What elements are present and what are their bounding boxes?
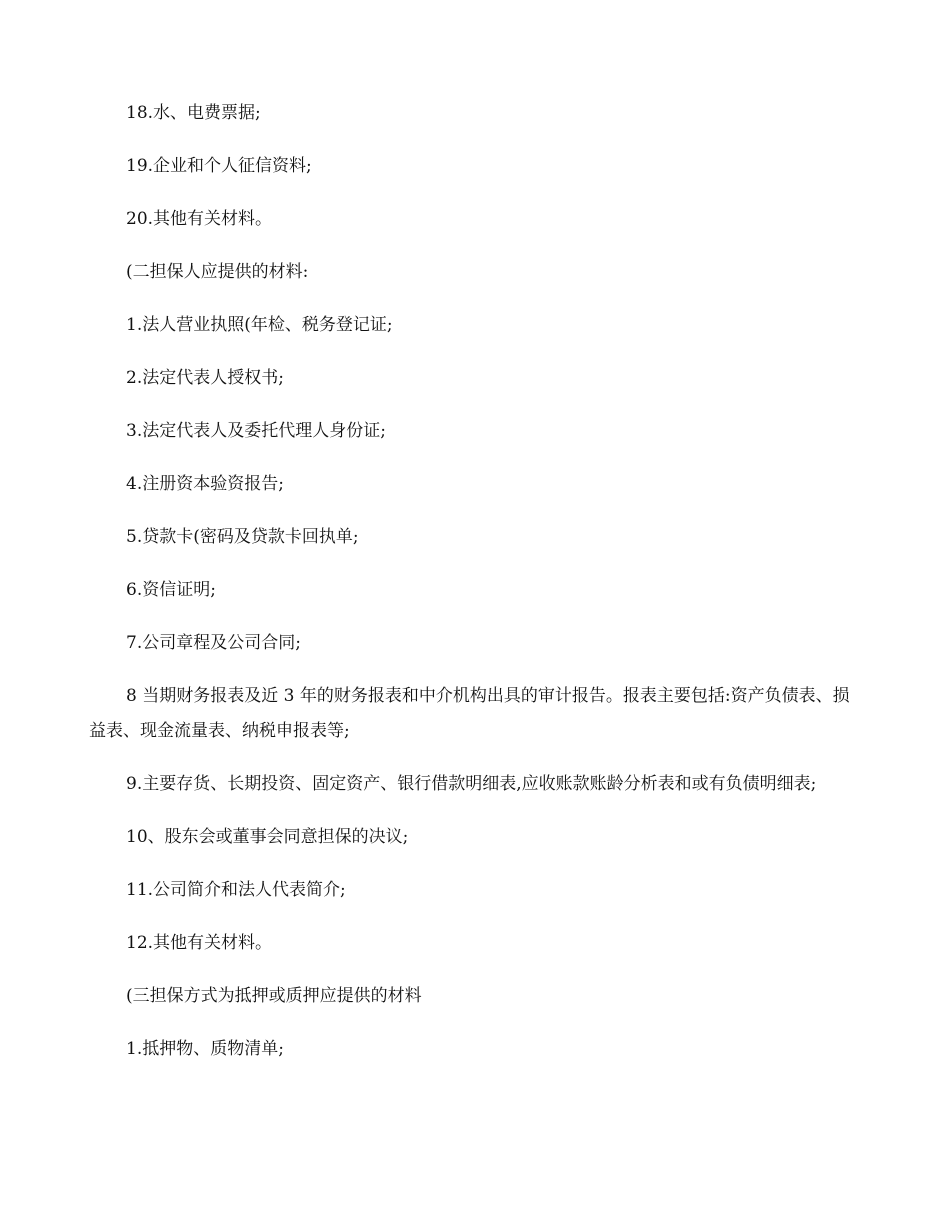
guarantor-item-11: 11.公司简介和法人代表简介; [126, 880, 346, 900]
guarantor-item-3: 3.法定代表人及委托代理人身份证; [126, 421, 386, 441]
paragraph-19: 19.企业和个人征信资料; [126, 156, 312, 176]
section-three-heading: (三担保方式为抵押或质押应提供的材料 [126, 986, 422, 1006]
guarantor-item-6: 6.资信证明; [126, 580, 216, 600]
guarantor-item-10: 10、股东会或董事会同意担保的决议; [126, 827, 409, 847]
guarantor-item-4: 4.注册资本验资报告; [126, 474, 284, 494]
guarantor-item-12: 12.其他有关材料。 [126, 933, 273, 953]
guarantor-item-5: 5.贷款卡(密码及贷款卡回执单; [126, 527, 359, 547]
guarantor-item-8: 8 当期财务报表及近 3 年的财务报表和中介机构出具的审计报告。报表主要包括:资产负债表、损益表、现金流量表、纳税申报表等; [89, 686, 850, 741]
guarantor-item-7: 7.公司章程及公司合同; [126, 633, 301, 653]
section-two-heading: (二担保人应提供的材料: [126, 262, 309, 282]
collateral-item-1: 1.抵押物、质物清单; [126, 1039, 284, 1059]
paragraph-18: 18.水、电费票据; [126, 103, 261, 123]
guarantor-item-1: 1.法人营业执照(年检、税务登记证; [126, 315, 393, 335]
guarantor-item-9: 9.主要存货、长期投资、固定资产、银行借款明细表,应收账款账龄分析表和或有负债明细表; [126, 774, 817, 794]
guarantor-item-2: 2.法定代表人授权书; [126, 368, 284, 388]
document-body [89, 96, 857, 1085]
paragraph-20: 20.其他有关材料。 [126, 209, 273, 229]
